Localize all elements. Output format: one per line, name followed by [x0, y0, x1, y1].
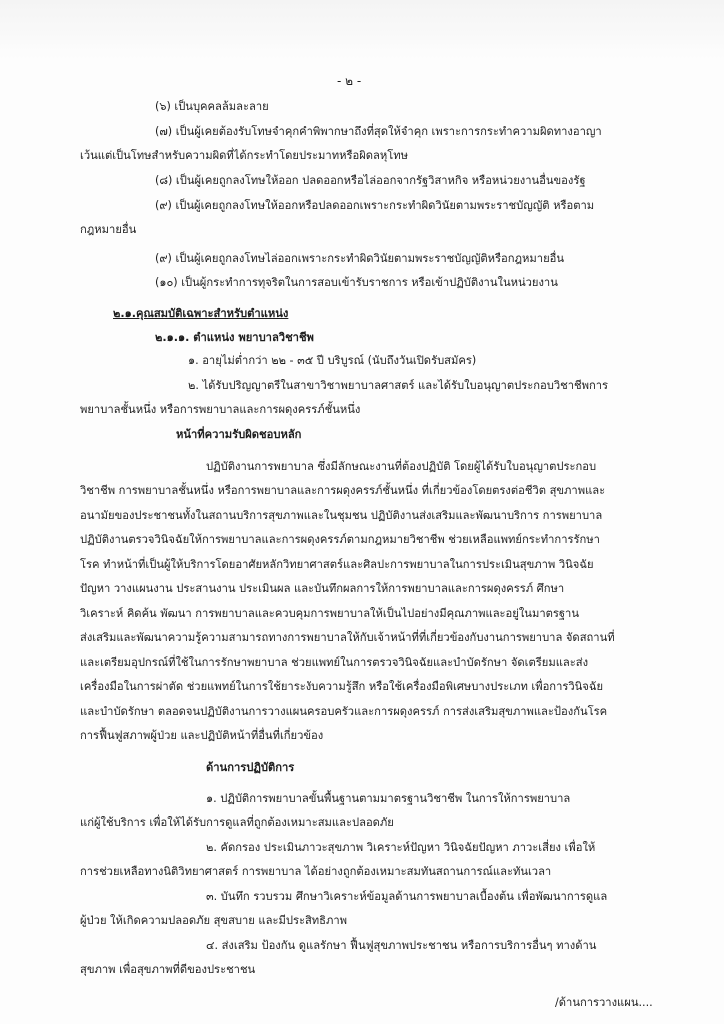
operations-item-continuation: สุขภาพ เพื่อสุขภาพที่ดีของประชาชน	[80, 963, 256, 976]
operations-item: ๑. ปฏิบัติการพยาบาลขั้นพื้นฐานตามมาตรฐานวิชาชีพ ในการให้การพยาบาล	[206, 792, 571, 805]
duties-paragraph-line: ปฏิบัติงานตรวจวินิจฉัยให้การพยาบาลและการผดุงครรภ์ตามกฎหมายวิชาชีพ ช่วยเหลือแพทย์กระทำการรักษา	[80, 533, 600, 546]
scan-shadow	[0, 0, 724, 60]
duties-paragraph-line: และเตรียมอุปกรณ์ที่ใช้ในการรักษาพยาบาล ช่วยแพทย์ในการตรวจวินิจฉัยและบำบัดรักษา จัดเตรียมและส่ง	[80, 656, 589, 669]
position-heading: ๒.๑.๑. ตำแหน่ง พยาบาลวิชาชีพ	[155, 331, 314, 344]
position-requirement: ๑. อายุไม่ต่ำกว่า ๒๒ - ๓๕ ปี บริบูรณ์ (นับถึงวันเปิดรับสมัคร)	[188, 354, 477, 367]
operations-heading: ด้านการปฏิบัติการ	[206, 761, 295, 774]
operations-item-continuation: แก่ผู้ใช้บริการ เพื่อให้ได้รับการดูแลที่ถูกต้องเหมาะสมและปลอดภัย	[80, 816, 394, 829]
duties-paragraph-line: อนามัยของประชาชนทั้งในสถานบริการสุขภาพและในชุมชน ปฏิบัติงานส่งเสริมและพัฒนาบริการ การพยาบาล	[80, 509, 603, 522]
section-heading: ๒.๑.คุณสมบัติเฉพาะสำหรับตำแหน่ง	[113, 307, 289, 320]
duties-paragraph-line: การฟื้นฟูสภาพผู้ป่วย และปฏิบัติหน้าที่อื่นที่เกี่ยวข้อง	[80, 729, 324, 742]
qualification-item: (๖) เป็นบุคคลล้มละลาย	[155, 100, 269, 113]
qualification-item: (๘) เป็นผู้เคยถูกลงโทษให้ออก ปลดออกหรือไล่ออกจากรัฐวิสาหกิจ หรือหน่วยงานอื่นของรัฐ	[155, 174, 586, 187]
duties-paragraph-line: เครื่องมือในการผ่าตัด ช่วยแพทย์ในการใช้ยาระงับความรู้สึก หรือใช้เครื่องมือพิเศษบางประเภท เพื่อการวินิจฉัย	[80, 680, 604, 693]
qualification-item: (๑๐) เป็นผู้กระทำการทุจริตในการสอบเข้ารับราชการ หรือเข้าปฏิบัติงานในหน่วยงาน	[155, 276, 558, 289]
operations-item-continuation: การช่วยเหลือทางนิติวิทยาศาสตร์ การพยาบาล ได้อย่างถูกต้องเหมาะสมทันสถานการณ์และทันเวลา	[80, 865, 552, 878]
operations-item-continuation: ผู้ป่วย ให้เกิดความปลอดภัย สุขสบาย และมีประสิทธิภาพ	[80, 914, 348, 927]
qualification-item-continuation: กฎหมายอื่น	[80, 223, 137, 236]
duties-paragraph-line: ปัญหา วางแผนงาน ประสานงาน ประเมินผล และบันทึกผลการให้การพยาบาลและการผดุงครรภ์ ศึกษา	[80, 582, 565, 595]
operations-item: ๒. คัดกรอง ประเมินภาวะสุขภาพ วิเคราะห์ปัญหา วินิจฉัยปัญหา ภาวะเสี่ยง เพื่อให้	[206, 841, 596, 854]
operations-item: ๓. บันทึก รวบรวม ศึกษาวิเคราะห์ข้อมูลด้านการพยาบาลเบื้องต้น เพื่อพัฒนาการดูแล	[206, 890, 608, 903]
duties-heading: หน้าที่ความรับผิดชอบหลัก	[176, 428, 302, 441]
qualification-item: (๗) เป็นผู้เคยต้องรับโทษจำคุกคำพิพากษาถึงที่สุดให้จำคุก เพราะการกระทำความผิดทางอาญา	[155, 125, 602, 138]
position-requirement: ๒. ได้รับปริญญาตรีในสาขาวิชาพยาบาลศาสตร์ และได้รับใบอนุญาตประกอบวิชาชีพการ	[188, 379, 609, 392]
duties-paragraph-line: ส่งเสริมและพัฒนาความรู้ความสามารถทางการพยาบาลให้กับเจ้าหน้าที่ที่เกี่ยวข้องกับงานการพยาบาล จัดสถานที่	[80, 631, 615, 644]
operations-item: ๔. ส่งเสริม ป้องกัน ดูแลรักษา ฟื้นฟูสุขภาพประชาชน หรือการบริการอื่นๆ ทางด้าน	[206, 939, 597, 952]
duties-paragraph-line: วิชาชีพ การพยาบาลชั้นหนึ่ง หรือการพยาบาลและการผดุงครรภ์ชั้นหนึ่ง ที่เกี่ยวข้องโดยตรงต่อชีวิต สุขภาพและ	[80, 484, 606, 497]
qualification-item-continuation: เว้นแต่เป็นโทษสำหรับความผิดที่ได้กระทำโดยประมาทหรือผิดลหุโทษ	[80, 149, 409, 162]
page-number: - ๒ -	[337, 74, 362, 88]
duties-paragraph-line: ปฏิบัติงานการพยาบาล ซึ่งมีลักษณะงานที่ต้องปฏิบัติ โดยผู้ได้รับใบอนุญาตประกอบ	[206, 460, 597, 473]
duties-paragraph-line: โรค ทำหน้าที่เป็นผู้ให้บริการโดยอาศัยหลักวิทยาศาสตร์และศิลปะการพยาบาลในการประเมินสุขภาพ วินิจฉัย	[80, 558, 594, 571]
continuation-note: /ด้านการวางแผน....	[555, 996, 653, 1009]
duties-paragraph-line: และบำบัดรักษา ตลอดจนปฏิบัติงานการวางแผนครอบครัวและการผดุงครรภ์ การส่งเสริมสุขภาพและป้องกันโรค	[80, 705, 608, 718]
position-requirement-continuation: พยาบาลชั้นหนึ่ง หรือการพยาบาลและการผดุงครรภ์ชั้นหนึ่ง	[80, 403, 361, 416]
qualification-item: (๙) เป็นผู้เคยถูกลงโทษไล่ออกเพราะกระทำผิดวินัยตามพระราชบัญญัติหรือกฎหมายอื่น	[155, 252, 565, 265]
duties-paragraph-line: วิเคราะห์ คิดค้น พัฒนา การพยาบาลและควบคุมการพยาบาลให้เป็นไปอย่างมีคุณภาพและอยู่ในมาตรฐาน	[80, 607, 579, 620]
qualification-item: (๙) เป็นผู้เคยถูกลงโทษให้ออกหรือปลดออกเพราะกระทำผิดวินัยตามพระราชบัญญัติ หรือตาม	[155, 199, 595, 212]
